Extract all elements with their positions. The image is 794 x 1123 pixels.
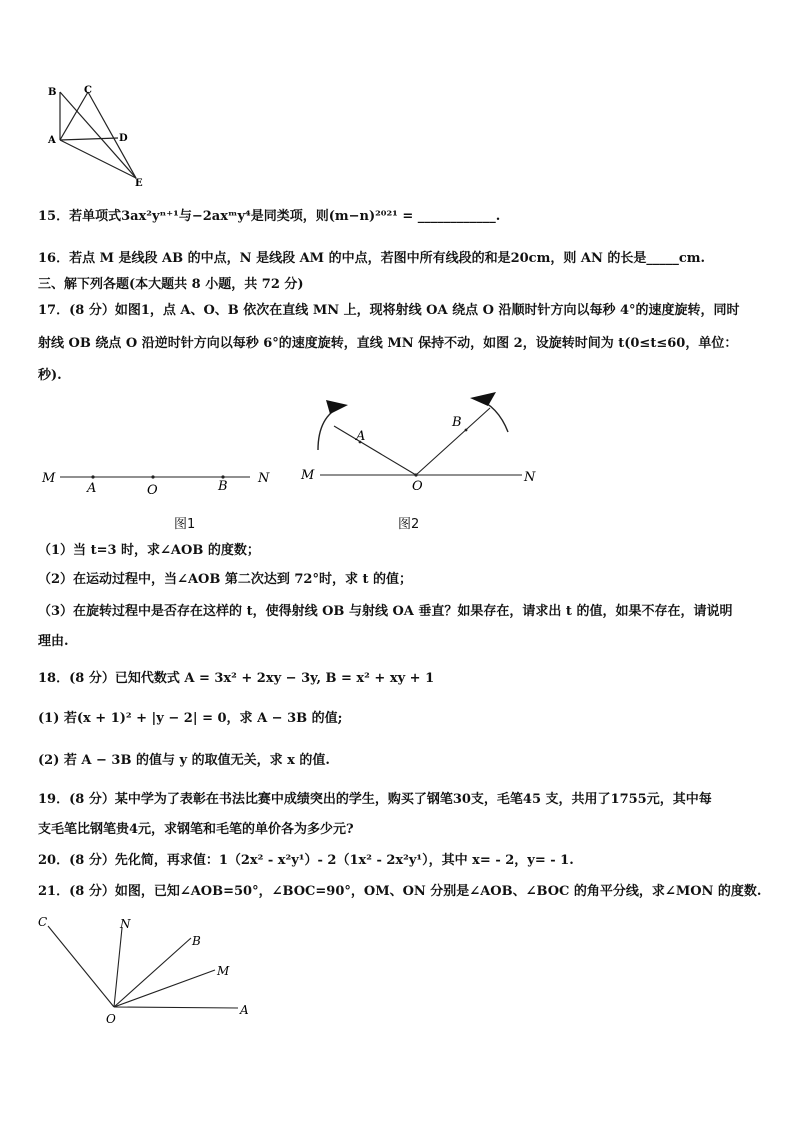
fig21-label-M: M <box>217 964 230 978</box>
figure-1-caption: 图1 <box>174 517 196 532</box>
question-18-sub2: (2) 若 A − 3B 的值与 y 的取值无关，求 x 的值. <box>38 753 330 768</box>
fig2-label-O: O <box>412 479 423 494</box>
question-17-line2: 射线 OB 绕点 O 沿逆时针方向以每秒 6°的速度旋转，直线 MN 保持不动，如图 2，设旋转时间为 t(0≤t≤60，单位： <box>38 336 738 351</box>
question-21: 21．(8 分）如图，已知∠AOB=50°，∠BOC=90°，OM、ON 分别是∠AOB、∠BOC 的角平分线，求∠MON 的度数. <box>38 884 762 899</box>
question-18-sub1: (1) 若(x + 1)² + |y − 2| = 0，求 A − 3B 的值; <box>38 711 343 726</box>
label-B: B <box>48 87 57 98</box>
fig21-label-A: A <box>240 1003 249 1017</box>
section-heading: 三、解下列各题(本大题共 8 小题，共 72 分) <box>38 277 304 292</box>
fig1-label-M: M <box>42 471 56 486</box>
question-19-line1: 19．(8 分）某中学为了表彰在书法比赛中成绩突出的学生，购买了钢笔30支，毛笔45 支，共用了1755元，其中每 <box>38 792 712 807</box>
question-17-sub1: （1）当 t=3 时，求∠AOB 的度数； <box>38 543 260 558</box>
fig1-label-O: O <box>147 483 158 498</box>
question-20: 20．(8 分）先化简，再求值：1（2x² - x²y¹）- 2（1x² - 2x²y¹），其中 x= - 2，y= - 1. <box>38 853 574 868</box>
question-18-line1: 18．(8 分）已知代数式 A = 3x² + 2xy − 3y, B = x² + xy + 1 <box>38 671 435 686</box>
fig1-label-A: A <box>87 481 97 496</box>
question-17-line1: 17．(8 分）如图1，点 A、O、B 依次在直线 MN 上，现将射线 OA 绕点 O 沿顺时针方向以每秒 4°的速度旋转，同时 <box>38 303 740 318</box>
figure-2-caption: 图2 <box>398 517 420 532</box>
question-17-sub3-line2: 理由. <box>38 634 69 649</box>
question-17-sub3-line1: （3）在旋转过程中是否存在这样的 t，使得射线 OB 与射线 OA 垂直？如果存在，请求出 t 的值，如果不存在，请说明 <box>38 604 733 619</box>
fig1-label-B: B <box>218 479 228 494</box>
question-17-sub2: （2）在运动过程中，当∠AOB 第二次达到 72°时，求 t 的值； <box>38 572 413 587</box>
figure-1-line-mn <box>38 460 278 500</box>
label-C: C <box>84 85 92 96</box>
figure-2-rotating-rays <box>296 388 546 498</box>
fig21-label-N: N <box>120 917 131 931</box>
label-D: D <box>119 133 128 144</box>
fig21-label-C: C <box>38 915 48 929</box>
figure-21-angles <box>34 912 264 1032</box>
question-17-line3: 秒). <box>38 368 62 383</box>
question-19-line2: 支毛笔比钢笔贵4元，求钢笔和毛笔的单价各为多少元? <box>38 822 354 837</box>
fig2-label-B: B <box>452 415 462 430</box>
fig21-label-B: B <box>192 934 201 948</box>
question-15: 15．若单项式3ax²yⁿ⁺¹与−2axᵐy⁴是同类项，则(m−n)²⁰²¹ = ____________. <box>38 209 501 224</box>
label-E: E <box>135 178 143 189</box>
label-A: A <box>48 135 56 146</box>
fig2-label-A: A <box>356 429 366 444</box>
fig1-label-N: N <box>258 471 270 486</box>
top-triangle-figure <box>36 82 156 192</box>
fig2-label-N: N <box>524 470 536 485</box>
question-16: 16．若点 M 是线段 AB 的中点，N 是线段 AM 的中点，若图中所有线段的和是20cm，则 AN 的长是_____cm. <box>38 251 706 266</box>
fig2-label-M: M <box>301 468 315 483</box>
fig21-label-O: O <box>106 1012 116 1026</box>
